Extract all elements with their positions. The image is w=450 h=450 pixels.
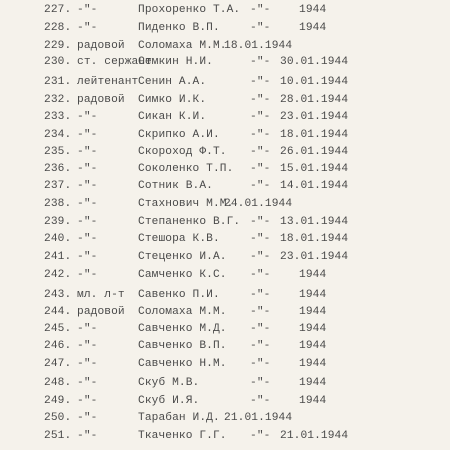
list-row xyxy=(0,198,450,212)
row-rank: -"- xyxy=(77,129,98,141)
row-date: 21.01.1944 xyxy=(224,412,293,424)
row-date: 23.01.1944 xyxy=(280,251,349,263)
row-date: 26.01.1944 xyxy=(280,146,349,158)
row-ditto: -"- xyxy=(250,430,271,442)
row-number: 233. xyxy=(44,111,72,123)
row-ditto: -"- xyxy=(250,146,271,158)
row-name: Пиденко В.П. xyxy=(138,22,220,34)
row-date: 10.01.1944 xyxy=(280,76,349,88)
row-date: 18.01.1944 xyxy=(224,40,293,52)
row-name: Степаненко В.Г. xyxy=(138,216,241,228)
row-number: 242. xyxy=(44,269,72,281)
row-ditto: -"- xyxy=(250,111,271,123)
list-row xyxy=(0,76,450,90)
row-ditto: -"- xyxy=(250,340,271,352)
row-rank: -"- xyxy=(77,180,98,192)
row-ditto: -"- xyxy=(250,129,271,141)
row-name: Стешора К.В. xyxy=(138,233,220,245)
row-number: 251. xyxy=(44,430,72,442)
row-number: 230. xyxy=(44,56,72,68)
row-name: Семкин Н.И. xyxy=(138,56,213,68)
row-number: 247. xyxy=(44,358,72,370)
row-rank: -"- xyxy=(77,198,98,210)
list-row xyxy=(0,289,450,303)
list-row xyxy=(0,358,450,372)
row-name: Сотник В.А. xyxy=(138,180,213,192)
row-ditto: -"- xyxy=(250,251,271,263)
row-name: Симко И.К. xyxy=(138,94,207,106)
list-row xyxy=(0,430,450,444)
row-name: Сенин А.А. xyxy=(138,76,207,88)
row-date: 1944 xyxy=(299,306,327,318)
row-rank: ст. сержант xyxy=(77,56,152,68)
row-date: 1944 xyxy=(299,22,327,34)
row-name: Самченко К.С. xyxy=(138,269,227,281)
row-ditto: -"- xyxy=(250,94,271,106)
row-date: 23.01.1944 xyxy=(280,111,349,123)
row-ditto: -"- xyxy=(250,4,271,16)
list-row xyxy=(0,94,450,108)
row-rank: -"- xyxy=(77,412,98,424)
row-name: Скуб И.Я. xyxy=(138,395,200,407)
row-number: 234. xyxy=(44,129,72,141)
row-name: Скороход Ф.Т. xyxy=(138,146,227,158)
row-ditto: -"- xyxy=(250,233,271,245)
row-number: 238. xyxy=(44,198,72,210)
row-date: 1944 xyxy=(299,340,327,352)
row-number: 229. xyxy=(44,40,72,52)
row-name: Савенко П.И. xyxy=(138,289,220,301)
row-date: 1944 xyxy=(299,323,327,335)
row-date: 1944 xyxy=(299,269,327,281)
row-date: 1944 xyxy=(299,358,327,370)
row-ditto: -"- xyxy=(250,163,271,175)
row-name: Скуб М.В. xyxy=(138,377,200,389)
row-number: 232. xyxy=(44,94,72,106)
row-date: 15.01.1944 xyxy=(280,163,349,175)
row-rank: -"- xyxy=(77,251,98,263)
row-date: 21.01.1944 xyxy=(280,430,349,442)
row-number: 237. xyxy=(44,180,72,192)
row-ditto: -"- xyxy=(250,269,271,281)
row-number: 236. xyxy=(44,163,72,175)
row-name: Ткаченко Г.Г. xyxy=(138,430,227,442)
row-number: 227. xyxy=(44,4,72,16)
row-rank: -"- xyxy=(77,216,98,228)
row-number: 243. xyxy=(44,289,72,301)
row-rank: -"- xyxy=(77,163,98,175)
row-name: Соломаха М.М. xyxy=(138,40,227,52)
row-name: Стахнович М.М. xyxy=(138,198,234,210)
list-row xyxy=(0,233,450,247)
row-name: Сикан К.И. xyxy=(138,111,207,123)
list-row xyxy=(0,412,450,426)
row-date: 1944 xyxy=(299,4,327,16)
row-name: Савченко Н.М. xyxy=(138,358,227,370)
row-rank: лейтенант xyxy=(77,76,139,88)
row-name: Тарабан И.Д. xyxy=(138,412,220,424)
list-row xyxy=(0,4,450,18)
row-number: 239. xyxy=(44,216,72,228)
row-ditto: -"- xyxy=(250,180,271,192)
row-name: Соломаха М.М. xyxy=(138,306,227,318)
row-number: 250. xyxy=(44,412,72,424)
row-number: 244. xyxy=(44,306,72,318)
row-number: 235. xyxy=(44,146,72,158)
row-name: Прохоренко Т.А. xyxy=(138,4,241,16)
row-ditto: -"- xyxy=(250,56,271,68)
row-rank: -"- xyxy=(77,340,98,352)
row-rank: -"- xyxy=(77,377,98,389)
row-number: 228. xyxy=(44,22,72,34)
row-rank: -"- xyxy=(77,146,98,158)
row-rank: -"- xyxy=(77,358,98,370)
row-number: 245. xyxy=(44,323,72,335)
list-row xyxy=(0,216,450,230)
row-date: 24.01.1944 xyxy=(224,198,293,210)
list-row xyxy=(0,146,450,160)
row-name: Соколенко Т.П. xyxy=(138,163,234,175)
row-number: 246. xyxy=(44,340,72,352)
row-ditto: -"- xyxy=(250,289,271,301)
list-row xyxy=(0,40,450,54)
list-row xyxy=(0,323,450,337)
row-name: Скрипко А.И. xyxy=(138,129,220,141)
row-date: 13.01.1944 xyxy=(280,216,349,228)
list-row xyxy=(0,340,450,354)
row-rank: -"- xyxy=(77,395,98,407)
row-rank: -"- xyxy=(77,233,98,245)
row-ditto: -"- xyxy=(250,358,271,370)
row-rank: -"- xyxy=(77,4,98,16)
list-row xyxy=(0,56,450,70)
row-number: 249. xyxy=(44,395,72,407)
row-ditto: -"- xyxy=(250,395,271,407)
row-ditto: -"- xyxy=(250,306,271,318)
list-row xyxy=(0,377,450,391)
row-name: Стеценко И.А. xyxy=(138,251,227,263)
list-row xyxy=(0,269,450,283)
row-ditto: -"- xyxy=(250,76,271,88)
list-row xyxy=(0,395,450,409)
row-number: 240. xyxy=(44,233,72,245)
row-rank: -"- xyxy=(77,269,98,281)
row-ditto: -"- xyxy=(250,323,271,335)
row-rank: -"- xyxy=(77,111,98,123)
row-rank: радовой xyxy=(77,306,125,318)
row-rank: -"- xyxy=(77,22,98,34)
row-rank: радовой xyxy=(77,40,125,52)
row-rank: радовой xyxy=(77,94,125,106)
list-row xyxy=(0,111,450,125)
row-name: Савченко В.П. xyxy=(138,340,227,352)
row-name: Савченко М.Д. xyxy=(138,323,227,335)
row-rank: -"- xyxy=(77,323,98,335)
row-number: 248. xyxy=(44,377,72,389)
list-row xyxy=(0,22,450,36)
list-row xyxy=(0,163,450,177)
list-row xyxy=(0,306,450,320)
row-date: 1944 xyxy=(299,377,327,389)
list-row xyxy=(0,251,450,265)
list-row xyxy=(0,180,450,194)
row-date: 1944 xyxy=(299,395,327,407)
row-date: 18.01.1944 xyxy=(280,233,349,245)
row-number: 241. xyxy=(44,251,72,263)
row-date: 14.01.1944 xyxy=(280,180,349,192)
row-number: 231. xyxy=(44,76,72,88)
row-date: 28.01.1944 xyxy=(280,94,349,106)
list-row xyxy=(0,129,450,143)
row-ditto: -"- xyxy=(250,22,271,34)
row-date: 30.01.1944 xyxy=(280,56,349,68)
row-ditto: -"- xyxy=(250,216,271,228)
row-date: 1944 xyxy=(299,289,327,301)
row-rank: -"- xyxy=(77,430,98,442)
row-ditto: -"- xyxy=(250,377,271,389)
row-rank: мл. л-т xyxy=(77,289,125,301)
row-date: 18.01.1944 xyxy=(280,129,349,141)
